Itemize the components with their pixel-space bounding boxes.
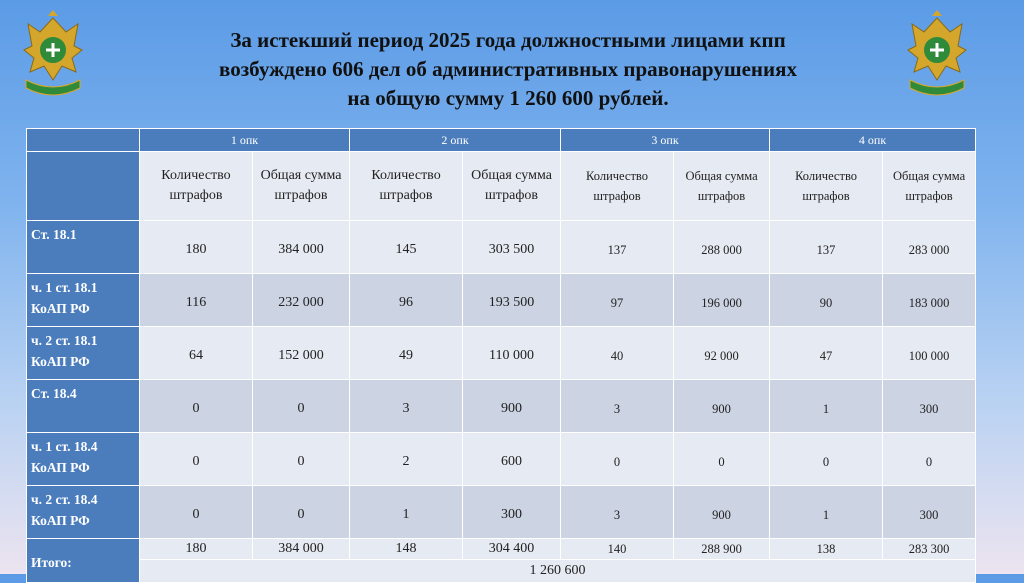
total-cell: 283 300 [883, 539, 976, 560]
table-cell: 3 [350, 380, 463, 433]
group-header: 4 опк [770, 129, 976, 152]
table-row [27, 433, 976, 486]
table-cell: 900 [674, 486, 770, 539]
table-cell: 0 [883, 433, 976, 486]
table-cell: 92 000 [674, 327, 770, 380]
table-cell: 288 000 [674, 221, 770, 274]
table-cell: 110 000 [463, 327, 561, 380]
table-cell: 3 [561, 486, 674, 539]
row-label: ч. 1 ст. 18.1 КоАП РФ [27, 274, 140, 327]
group-header: 3 опк [561, 129, 770, 152]
row-label: ч. 2 ст. 18.1 КоАП РФ [27, 327, 140, 380]
group-header: 2 опк [350, 129, 561, 152]
table-cell: 137 [770, 221, 883, 274]
row-label: Ст. 18.4 [27, 380, 140, 433]
total-cell: 304 400 [463, 539, 561, 560]
table-cell: 116 [140, 274, 253, 327]
table-cell: 900 [463, 380, 561, 433]
table-cell: 64 [140, 327, 253, 380]
table-cell: 97 [561, 274, 674, 327]
title-line: За истекший период 2025 года должностными лицами кпп [230, 28, 786, 52]
table-cell: 96 [350, 274, 463, 327]
table-cell: 900 [674, 380, 770, 433]
col-header-sum: Общая сумма штрафов [883, 152, 976, 221]
col-header-count: Количество штрафов [350, 152, 463, 221]
table-cell: 90 [770, 274, 883, 327]
table-cell: 3 [561, 380, 674, 433]
border-service-emblem-icon [20, 10, 86, 96]
table-cell: 40 [561, 327, 674, 380]
corner-cell [27, 129, 140, 152]
col-header-sum: Общая сумма штрафов [674, 152, 770, 221]
table-cell: 303 500 [463, 221, 561, 274]
table-cell: 1 [770, 486, 883, 539]
table-cell: 0 [253, 433, 350, 486]
total-cell: 384 000 [253, 539, 350, 560]
fines-table [26, 128, 976, 583]
total-cell: 140 [561, 539, 674, 560]
table-cell: 152 000 [253, 327, 350, 380]
page-title [110, 26, 906, 113]
table-cell: 283 000 [883, 221, 976, 274]
table-cell: 0 [140, 486, 253, 539]
table-cell: 300 [883, 486, 976, 539]
col-header-count: Количество штрафов [770, 152, 883, 221]
table-cell: 145 [350, 221, 463, 274]
table-row [27, 327, 976, 380]
table-cell: 1 [350, 486, 463, 539]
row-label: ч. 2 ст. 18.4 КоАП РФ [27, 486, 140, 539]
col-header-count: Количество штрафов [140, 152, 253, 221]
table-cell: 0 [253, 486, 350, 539]
table-cell: 0 [140, 433, 253, 486]
table-cell: 193 500 [463, 274, 561, 327]
table-row [27, 221, 976, 274]
table-cell: 300 [463, 486, 561, 539]
border-service-emblem-icon [904, 10, 970, 96]
table-cell: 183 000 [883, 274, 976, 327]
table-cell: 100 000 [883, 327, 976, 380]
table-cell: 137 [561, 221, 674, 274]
total-cell: 148 [350, 539, 463, 560]
group-header: 1 опк [140, 129, 350, 152]
table-cell: 232 000 [253, 274, 350, 327]
table-cell: 1 [770, 380, 883, 433]
table-cell: 47 [770, 327, 883, 380]
table-cell: 0 [674, 433, 770, 486]
table-cell: 180 [140, 221, 253, 274]
total-cell: 288 900 [674, 539, 770, 560]
corner-cell [27, 152, 140, 221]
table-cell: 0 [770, 433, 883, 486]
total-label: Итого: [27, 539, 140, 583]
table-cell: 196 000 [674, 274, 770, 327]
table-cell: 49 [350, 327, 463, 380]
table-row [27, 380, 976, 433]
table-cell: 2 [350, 433, 463, 486]
row-label: ч. 1 ст. 18.4 КоАП РФ [27, 433, 140, 486]
title-line: на общую сумму 1 260 600 рублей. [347, 86, 669, 110]
table-row [27, 274, 976, 327]
table-cell: 384 000 [253, 221, 350, 274]
title-line: возбуждено 606 дел об административных правонарушениях [219, 57, 797, 81]
col-header-sum: Общая сумма штрафов [253, 152, 350, 221]
table-cell: 300 [883, 380, 976, 433]
table-row [27, 486, 976, 539]
table-cell: 0 [561, 433, 674, 486]
row-label: Ст. 18.1 [27, 221, 140, 274]
total-cell: 180 [140, 539, 253, 560]
col-header-sum: Общая сумма штрафов [463, 152, 561, 221]
table-cell: 600 [463, 433, 561, 486]
table-cell: 0 [253, 380, 350, 433]
grand-total: 1 260 600 [140, 560, 976, 583]
table-cell: 0 [140, 380, 253, 433]
col-header-count: Количество штрафов [561, 152, 674, 221]
total-cell: 138 [770, 539, 883, 560]
